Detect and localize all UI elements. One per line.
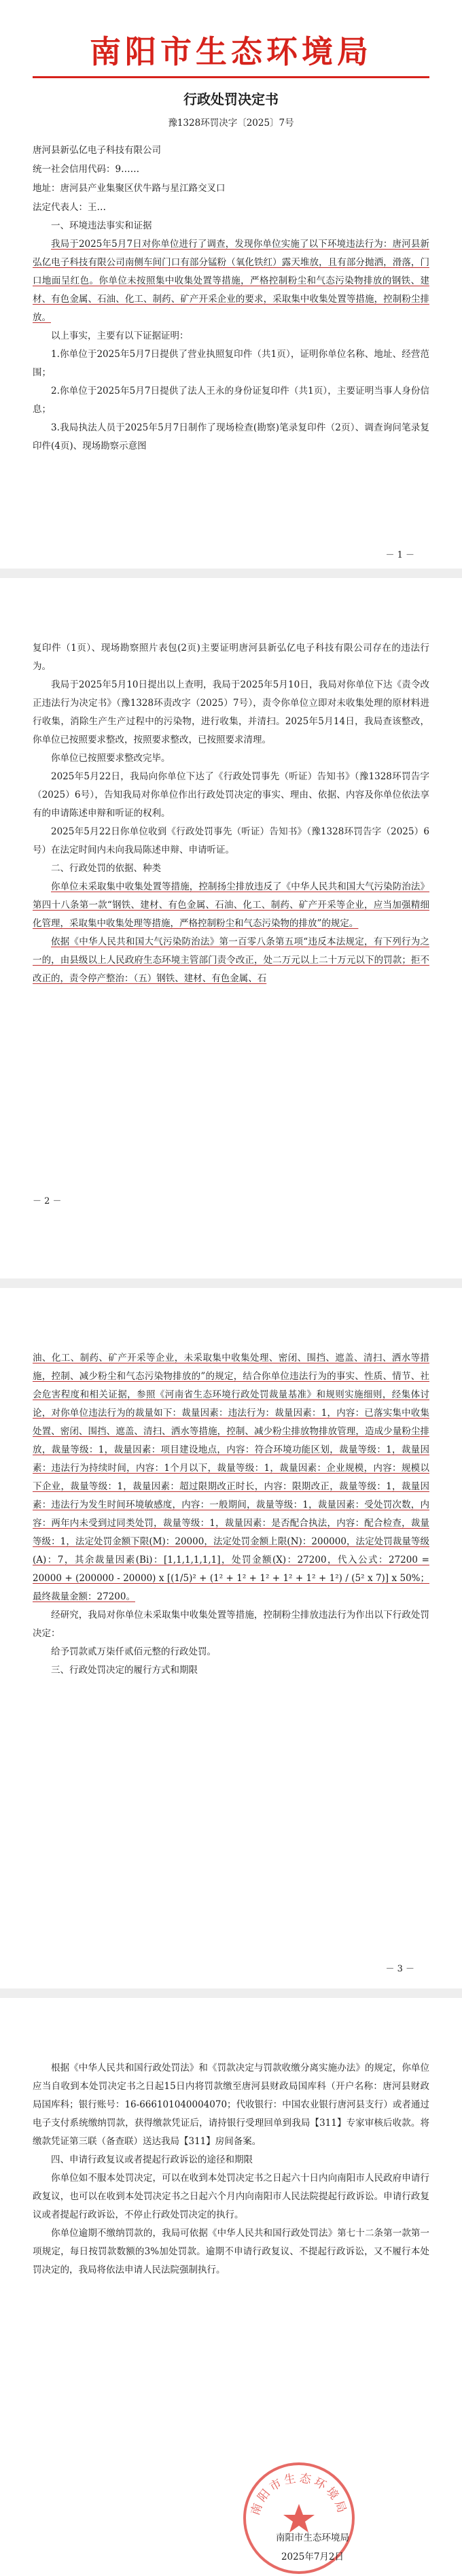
section-3-title: 三、行政处罚决定的履行方式和期限	[51, 1665, 198, 1676]
party-company: 唐河县新弘亿电子科技有限公司	[33, 145, 161, 156]
paragraph: 经研究，我局对你单位未采取集中收集处置等措施，控制粉尘排放违法行为作出以下行政处罚决定：	[33, 1610, 429, 1639]
page-separator	[0, 569, 462, 578]
paragraph: 1.你单位于2025年5月7日提供了营业执照复印件（共1页），证明你单位名称、地址、经营范围；	[33, 349, 429, 378]
page-number: － 1 －	[385, 550, 414, 560]
paragraph: 2025年5月22日，我局向你单位下达了《行政处罚事先（听证）告知书》（豫1328环罚告字（2025）6号），告知我局对你单位作出行政处罚决定的事实、理由、依据、内容及你单位依法享有的申请陈述申辩和听证的权利。	[33, 771, 429, 819]
paragraph: 你单位已按照要求整改完毕。	[51, 753, 171, 764]
party-info	[33, 141, 429, 217]
document-number: 豫1328环罚决字〔2025〕7号	[168, 118, 294, 129]
paragraph: 油、化工、制药、矿产开采等企业，未采取集中收集处理、密闭、围挡、遮盖、清扫、洒水等措施，控制、减少粉尘和气态污染物排放的”的规定，结合你单位违法行为的事实、性质、情节、社会危害程度和相关证据，参照《河南省生态环境行政处罚裁量基准》和规则实施细则，经集体讨论，对你单位违法行为的裁量如下：裁量因素：违法行为：裁量因素：1，内容：已落实集中收集处置、密闭、围挡、遮盖、清扫、洒水等措施，控制、减少粉尘排放物排放管理，造成少量粉尘排放，裁量等级：1，裁量因素：项目建设地点，内容：符合环境功能区划，裁量等级：1，裁量因素：违法行为持续时间，内容：1个月以下，裁量等级：1，裁量因素：企业规模，内容：规模以下企业，裁量等级：1，裁量因素：超过限期改正时长，内容：限期改正，裁量等级：1，裁量因素：违法行为发生时间环境敏感度，内容：一般期间，裁量等级：1，裁量因素：受处罚次数，内容：两年内未受到过同类处罚，裁量等级：1，裁量因素：是否配合执法，内容：配合检查，裁量等级：1，法定处罚金额下限(M)：20000，法定处罚金额上限(N)：200000，法定处罚裁量等级(A)：7，其余裁量因素(Bi)：[1,1,1,1,1,1]，处罚金额(X)：27200，代入公式：27200 = 20000 + (200000 - 20000) x [(1/5)² + (1² + 1² + 1² + 1² + 1² + 1²) / (5² x 7)] x 50%；最终裁量金额：27200。	[33, 1353, 429, 1602]
address-value: 唐河县产业集聚区伏牛路与星江路交叉口	[60, 183, 226, 194]
document-page-3	[0, 1288, 462, 1988]
party-address	[33, 179, 429, 198]
paragraph: 你单位如不服本处罚决定，可以在收到本处罚决定书之日起六十日内向南阳市人民政府申请行政复议，也可以在收到本处罚决定书之日起六个月内向南阳市人民法院提起行政诉讼。申请行政复议或者提起行政诉讼，不停止行政处罚决定的执行。	[33, 2173, 429, 2220]
agency-title: 南阳市生态环境局	[90, 33, 372, 70]
paragraph: 2025年5月22日你单位收到《行政处罚事先（听证）告知书》（豫1328环罚告字（2025）6号）在法定时间内未向我局陈述申辩、申请听证。	[33, 826, 429, 855]
paragraph: 你单位未采取集中收集处置等措施，控制扬尘排放违反了《中华人民共和国大气污染防治法》第四十八条第一款“钢铁、建材、有色金属、石油、化工、制药、矿产开采等企业，应当加强精细化管理，采取集中收集处理等措施，严格控制粉尘和气态污染物的排放”的规定。	[33, 881, 429, 929]
svg-text:南阳市生态环境局: 南阳市生态环境局	[248, 2471, 350, 2518]
paragraph: 根据《中华人民共和国行政处罚法》和《罚款决定与罚款收缴分离实施办法》的规定，你单位应当自收到本处罚决定书之日起15日内将罚款缴至唐河县财政局国库科（开户名称：唐河县财政局国库科；银行账号：16-666101040004070；代收银行：中国农业银行唐河县支行）或者通过电子支付系统缴纳罚款，获得缴款凭证后，请持银行受理回单到我局【311】专家审核后收款。将缴款凭证第三联（备查联）送达我局【311】房间备案。	[33, 2063, 429, 2147]
signature-block	[251, 2528, 374, 2566]
paragraph: 依据《中华人民共和国大气污染防治法》第一百零八条第五项“违反本法规定，有下列行为之一的，由县级以上人民政府生态环境主管部门责令改正，处二万元以上二十万元以下的罚款；拒不改正的，责令停产整治：（五）钢铁、建材、有色金属、石	[33, 936, 429, 984]
section-1-title: 一、环境违法事实和证据	[51, 220, 152, 231]
red-header-rule	[33, 76, 429, 78]
legal-rep-value: 王…	[88, 202, 106, 213]
document-page-4	[0, 1998, 462, 2571]
paragraph: 我局于2025年5月10日提出以上查明，我局于2025年5月10日，我局对你单位下达《责令改正违法行为决定书》（豫1328环责改字（2025）7号），责令你单位立即对未收集处理的原材料进行收集，消除生产生产过程中的污染物，进行收集，并清扫。2025年5月14日，我局查该整改，你单位已按照要求整改，按照要求整改，已按照要求清理。	[33, 679, 429, 745]
paragraph: 2.你单位于2025年5月7日提供了法人王永的身份证复印件（共1页），主要证明当事人身份信息；	[33, 386, 429, 415]
page-number: － 2 －	[33, 1196, 62, 1206]
paragraph: 3.我局执法人员于2025年5月7日制作了现场检查(勘察)笔录复印件（2页）、调查询问笔录复印件(4页)、现场勘察示意图	[33, 422, 429, 452]
signing-organization: 南阳市生态环境局	[276, 2532, 349, 2543]
section-4-title: 四、申请行政复议或者提起行政诉讼的途径和期限	[51, 2154, 253, 2165]
document-page-2	[0, 578, 462, 1278]
signing-date: 2025年7月2日	[281, 2552, 344, 2562]
party-legal-rep	[33, 198, 429, 217]
document-title: 行政处罚决定书	[183, 91, 279, 107]
page-separator	[0, 1988, 462, 1998]
paragraph: 我局于2025年5月7日对你单位进行了调查，发现你单位实施了以下环境违法行为：唐河县新弘亿电子科技有限公司南侧车间门口有部分锰粉（氧化铁红）露天堆放，且有部分抛洒，滑落，门口地面呈红色。你单位未按照集中收集处置等措施，严格控制粉尘和气态污染物排放的钢铁、建材、有色金属、石油、化工、制药、矿产开采企业的要求，采取集中收集处置等措施，控制粉尘排放。	[33, 239, 429, 323]
document-page-1	[0, 0, 462, 569]
legal-rep-label: 法定代表人：	[33, 202, 88, 213]
page-separator	[0, 1278, 462, 1288]
credit-code-value: 9……	[115, 164, 140, 175]
party-credit-code	[33, 160, 429, 179]
paragraph: 以上事实，主要有以下证据证明：	[51, 331, 189, 341]
paragraph: 给予罚款贰万柒仟贰佰元整的行政处罚。	[51, 1646, 216, 1657]
page-number: － 3 －	[385, 1964, 414, 1974]
address-label: 地址：	[33, 183, 60, 194]
section-2-title: 二、行政处罚的依据、种类	[51, 863, 161, 874]
paragraph: 复印件（1页）、现场勘察照片表包(2页)主要证明唐河县新弘亿电子科技有限公司存在的违法行为。	[33, 643, 429, 672]
credit-code-label: 统一社会信用代码：	[33, 164, 116, 175]
paragraph: 你单位逾期不缴纳罚款的，我局可依据《中华人民共和国行政处罚法》第七十二条第一款第一项规定，每日按罚款数额的3%加处罚款。逾期不申请行政复议、不提起行政诉讼，又不履行本处罚决定的，我局将依法申请人民法院强制执行。	[33, 2228, 429, 2275]
